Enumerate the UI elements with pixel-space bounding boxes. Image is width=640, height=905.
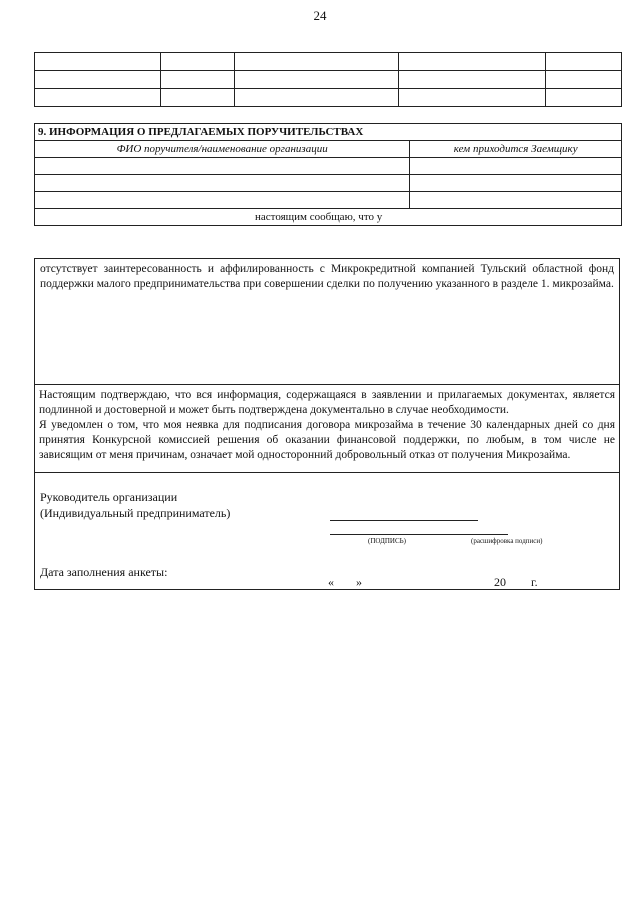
table-row: [35, 158, 622, 175]
relation-cell[interactable]: [410, 158, 622, 175]
table-cell[interactable]: [235, 89, 399, 107]
date-close-quote: »: [356, 575, 362, 589]
head-title: Руководитель организации: [40, 490, 178, 504]
relation-cell[interactable]: [410, 175, 622, 192]
guarantor-name-header: ФИО поручителя/наименование организации: [35, 141, 410, 158]
year-suffix: г.: [531, 575, 538, 589]
statement-label: настоящим сообщаю, что у: [253, 209, 622, 226]
head-subtitle: (Индивидуальный предприниматель): [40, 506, 231, 520]
table-row: [35, 175, 622, 192]
table-cell[interactable]: [235, 71, 399, 89]
confirmation-paragraph-1: Настоящим подтверждаю, что вся информация, содержащаяся в заявлении и прилагаемых документах, является подлинной и достоверной и может быть подтверждена документально в случае необходимости.: [39, 389, 615, 416]
date-open-quote: «: [328, 575, 334, 589]
year-prefix: 20: [494, 575, 506, 589]
decode-caption: (расшифровка подписи): [471, 537, 543, 545]
table-row: [35, 71, 622, 89]
page-number: 24: [313, 8, 327, 23]
table-row: [35, 53, 622, 71]
guarantor-name-cell[interactable]: [35, 158, 410, 175]
day-field[interactable]: [337, 589, 354, 590]
guarantors-table: [34, 123, 622, 226]
guarantor-name-cell[interactable]: [35, 192, 410, 209]
table-cell[interactable]: [399, 89, 546, 107]
signature-line[interactable]: [330, 520, 478, 521]
table-cell[interactable]: [546, 89, 622, 107]
table-cell[interactable]: [35, 89, 161, 107]
relation-cell[interactable]: [410, 192, 622, 209]
table-row: [35, 192, 622, 209]
affiliation-statement: [34, 258, 620, 385]
table-cell[interactable]: [161, 71, 235, 89]
table-cell[interactable]: [399, 71, 546, 89]
confirmation-paragraph-2: Я уведомлен о том, что моя неявка для подписания договора микрозайма в течение 30 календарных дней со дня принятия Конкурсной комиссией решения об оказании финансовой поддержки, по любым, в том числе не зависящим от меня причинам, означает мой односторонний добровольный отказ от получения Микрозайма.: [39, 419, 615, 461]
date-label: Дата заполнения анкеты:: [40, 565, 168, 579]
relation-header: кем приходится Заемщику: [410, 141, 622, 158]
table-cell[interactable]: [161, 53, 235, 71]
confirmation-block: [34, 385, 620, 473]
guarantor-name-cell[interactable]: [35, 175, 410, 192]
table-cell[interactable]: [399, 53, 546, 71]
table-cell[interactable]: [235, 53, 399, 71]
signature-decode-line[interactable]: [330, 534, 508, 535]
signature-caption: (ПОДПИСЬ): [368, 537, 406, 545]
table-row: [35, 89, 622, 107]
statement-row: [35, 209, 622, 226]
table-cell[interactable]: [161, 89, 235, 107]
affiliation-text: отсутствует заинтересованность и аффилированность с Микрокредитной компанией Тульский областной фонд поддержки малого предпринимательства при совершении сделки по получению указанного в разделе 1. микрозайма.: [40, 263, 614, 290]
year-field[interactable]: [510, 589, 527, 590]
applicant-name-field[interactable]: [35, 209, 254, 226]
previous-section-table: [34, 52, 622, 107]
signature-block: [34, 473, 620, 590]
section-title: 9. ИНФОРМАЦИЯ О ПРЕДЛАГАЕМЫХ ПОРУЧИТЕЛЬСТВАХ: [35, 124, 622, 141]
table-cell[interactable]: [546, 53, 622, 71]
table-cell[interactable]: [35, 71, 161, 89]
table-cell[interactable]: [35, 53, 161, 71]
table-cell[interactable]: [546, 71, 622, 89]
month-field[interactable]: [366, 589, 492, 590]
